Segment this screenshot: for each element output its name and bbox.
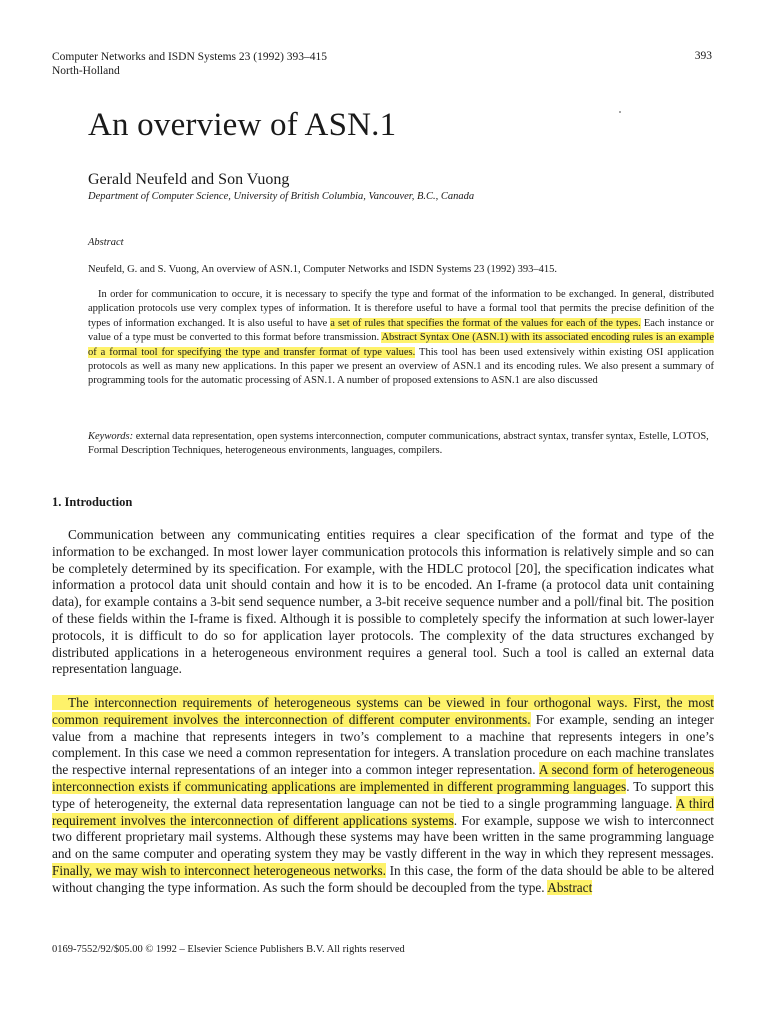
highlight: Abstract bbox=[547, 879, 593, 895]
highlight: a set of rules that specifies the format of the values for each of the types. bbox=[330, 317, 641, 329]
copyright-footer: 0169-7552/92/$05.00 © 1992 – Elsevier Science Publishers B.V. All rights reserved bbox=[52, 944, 405, 955]
paragraph-text: . For example, suppose we wish to interconnect two different proprietary mail systems. Although these systems may have been written in the same programming language and on the same computer and operating system they may be vastly different in the way in which they represent messages. bbox=[52, 812, 714, 862]
scan-speck bbox=[619, 111, 621, 113]
authors: Gerald Neufeld and Son Vuong bbox=[88, 171, 290, 188]
paragraph bbox=[52, 527, 714, 678]
paragraph bbox=[52, 695, 714, 897]
abstract-text: In order for communication to occure, it is necessary to specify the type and format of the information to be exchanged. In general, distributed application protocols use very complex types of information. It is therefore useful to have a formal tool that permits the precise definition of the types of information exchanged. It is also useful to have bbox=[88, 289, 714, 329]
abstract-body bbox=[88, 288, 714, 389]
section-heading: 1. Introduction bbox=[52, 495, 133, 509]
highlight: A second form of heterogeneous interconnection exists if communicating applications are implemented in different programming languages bbox=[52, 762, 715, 794]
journal-header bbox=[52, 50, 327, 78]
paragraph-text: Communication between any communicating entities requires a clear specification of the format and type of the information to be exchanged. In most lower layer communication protocols this information is relatively simple and so can be completely determined by its specification. For example, with the HDLC protocol [20], the specification indicates what information a protocol data unit should contain and how it is to be encoded. An I-frame (a protocol data unit containing data), for example contains a 3-bit send sequence number, a 3-bit receive sequence number and a poll/final bit. The position of these fields within the I-frame is fixed. Although it is possible to completely specify the information at such lower-layer protocols, it is difficult to do so for application layer protocols. The complexity of the data structures exchanged by distributed applications in a heterogeneous environment requires a general tool. Such a tool is called an external data representation language. bbox=[52, 527, 714, 677]
page-number: 393 bbox=[694, 50, 712, 62]
publisher: North-Holland bbox=[52, 65, 120, 77]
abstract-label: Abstract bbox=[88, 237, 124, 248]
paragraph-text: For example, sending an integer value from a machine that represents integers in two’s complement to a machine that represents integers in one’s complement. In this case we need a common representation for integers. A translation procedure on each machine translates the respective internal representations of an integer into a common integer representation. bbox=[52, 711, 714, 778]
highlight: A third requirement involves the interconnection of different applications systems bbox=[52, 795, 714, 828]
abstract-text: This tool has been used extensively within existing OSI application protocols as well as many new applications. In this paper we present an overview of ASN.1 and its encoding rules. We also present a summary of programming tools for the automatic processing of ASN.1. A number of proposed extensions to ASN.1 are also discussed bbox=[88, 346, 714, 387]
abstract-citation: Neufeld, G. and S. Vuong, An overview of ASN.1, Computer Networks and ISDN Systems 23 (1992) 393–415. bbox=[88, 264, 558, 275]
highlight: The interconnection requirements of heterogeneous systems can be viewed in four orthogonal ways. First, the most common requirement involves the interconnection of different computer environments. bbox=[52, 695, 714, 727]
highlight: Finally, we may wish to interconnect heterogeneous networks. bbox=[52, 862, 386, 878]
paragraph-text: . To support this type of heterogeneity, the external data representation language can not be tied to a single programming language. bbox=[52, 778, 714, 811]
keywords-text: external data representation, open systems interconnection, computer communications, abstract syntax, transfer syntax, Estelle, LOTOS, Formal Description Techniques, heterogeneous environments, languages, compilers. bbox=[88, 431, 709, 457]
paragraph-text: In this case, the form of the data should be able to be altered without changing the type information. As such the form should be decoupled from the type. bbox=[52, 862, 714, 895]
abstract-text: Each instance or value of a type must be converted to this format before transmission. bbox=[88, 317, 715, 344]
highlight: Abstract Syntax One (ASN.1) with its associated encoding rules is an example of a formal tool for specifying the type and transfer format of type values. bbox=[88, 332, 715, 358]
keywords-label: Keywords: bbox=[88, 431, 134, 442]
affiliation: Department of Computer Science, University of British Columbia, Vancouver, B.C., Canada bbox=[88, 191, 475, 202]
paper-title: An overview of ASN.1 bbox=[88, 107, 397, 143]
journal-citation: Computer Networks and ISDN Systems 23 (1992) 393–415 bbox=[52, 51, 328, 63]
keywords bbox=[88, 430, 714, 459]
